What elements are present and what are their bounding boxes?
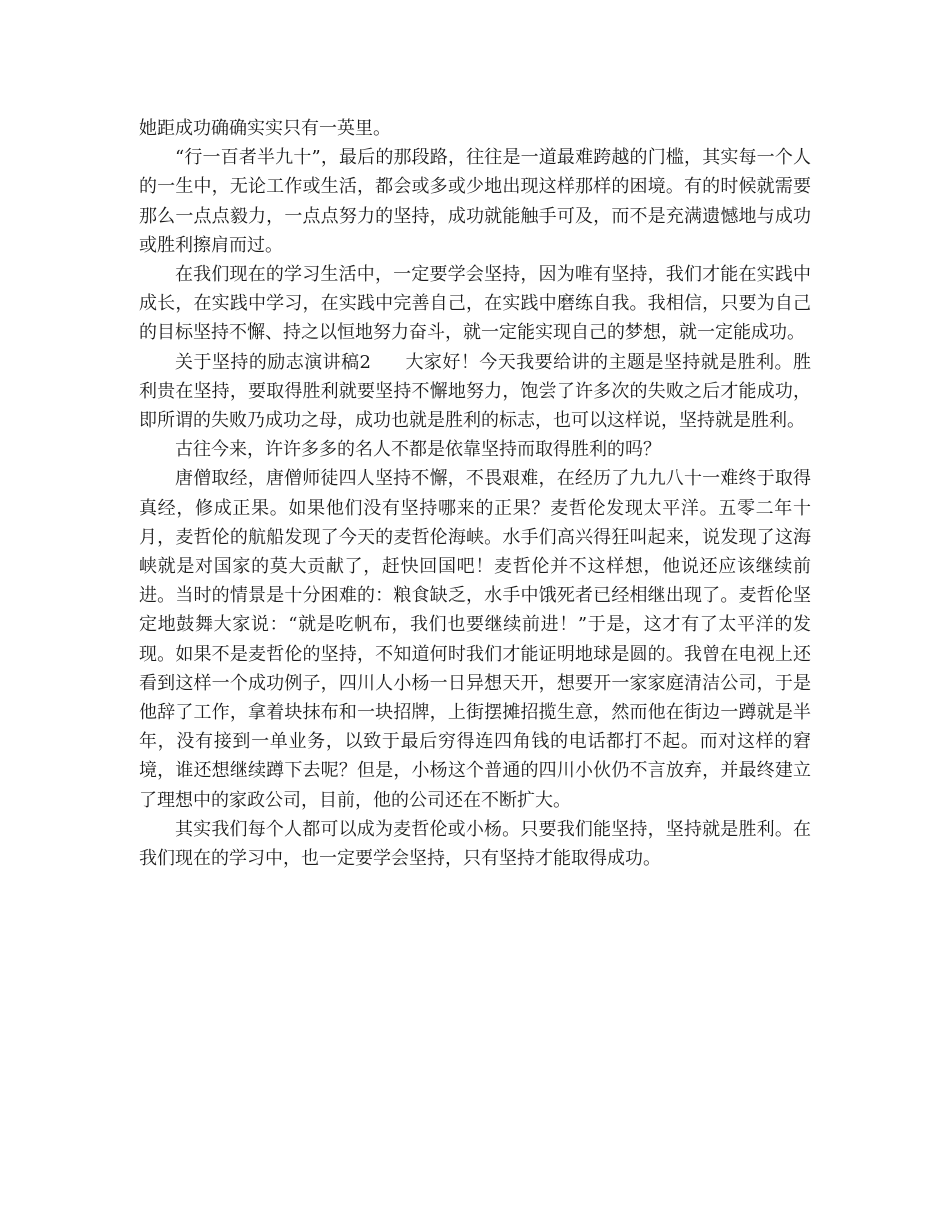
paragraph-3 <box>139 260 811 348</box>
paragraph-1 <box>139 114 811 143</box>
paragraph-5 <box>139 435 811 464</box>
paragraph-6 <box>139 464 811 814</box>
paragraph-text: 其实我们每个人都可以成为麦哲伦或小杨。只要我们能坚持，坚持就是胜利。在我们现在的学习中，也一定要学会坚持，只有坚持才能取得成功。 <box>139 818 811 870</box>
paragraph-text: 唐僧取经，唐僧师徒四人坚持不懈，不畏艰难，在经历了九九八十一难终于取得真经，修成正果。如果他们没有坚持哪来的正果？麦哲伦发现太平洋。五零二年十月，麦哲伦的航船发现了今天的麦哲伦海峡。水手们高兴得狂叫起来，说发现了这海峡就是对国家的莫大贡献了，赶快回国吧！麦哲伦并不这样想，他说还应该继续前进。当时的情景是十分困难的：粮食缺乏，水手中饿死者已经相继出现了。麦哲伦坚定地鼓舞大家说：“就是吃帆布，我们也要继续前进！”于是，这才有了太平洋的发现。如果不是麦哲伦的坚持，不知道何时我们才能证明地球是圆的。我曾在电视上还看到这样一个成功例子，四川人小杨一日异想天开，想要开一家家庭清洁公司，于是他辞了工作，拿着块抹布和一块招牌，上街摆摊招揽生意，然而他在街边一蹲就是半年，没有接到一单业务，以致于最后穷得连四角钱的电话都打不起。而对这样的窘境，谁还想继续蹲下去呢？但是，小杨这个普通的四川小伙仍不言放弃，并最终建立了理想中的家政公司，目前，他的公司还在不断扩大。 <box>139 468 811 811</box>
paragraph-text: 古往今来，许许多多的名人不都是依靠坚持而取得胜利的吗？ <box>175 439 661 461</box>
paragraph-text: 大家好！今天我要给讲的主题是坚持就是胜利。胜利贵在坚持，要取得胜利就要坚持不懈地努力，饱尝了许多次的失败之后才能成功，即所谓的失败乃成功之母，成功也就是胜利的标志，也可以这样说，坚持就是胜利。 <box>139 351 811 432</box>
paragraph-2 <box>139 143 811 260</box>
paragraph-text: 她距成功确确实实只有一英里。 <box>139 118 391 139</box>
paragraph-4 <box>139 348 811 436</box>
paragraph-text: “行一百者半九十”，最后的那段路，往往是一道最难跨越的门槛，其实每一个人的一生中，无论工作或生活，都会或多或少地出现这样那样的困境。有的时候就需要那么一点点毅力，一点点努力的坚持，成功就能触手可及，而不是充满遗憾地与成功或胜利擦肩而过。 <box>139 147 811 256</box>
document-body <box>139 114 811 873</box>
speech-heading: 关于坚持的励志演讲稿2 <box>175 351 371 373</box>
paragraph-7 <box>139 815 811 873</box>
paragraph-text: 在我们现在的学习生活中，一定要学会坚持，因为唯有坚持，我们才能在实践中成长，在实践中学习，在实践中完善自己，在实践中磨练自我。我相信，只要为自己的目标坚持不懈、持之以恒地努力奋斗，就一定能实现自己的梦想，就一定能成功。 <box>139 264 811 344</box>
